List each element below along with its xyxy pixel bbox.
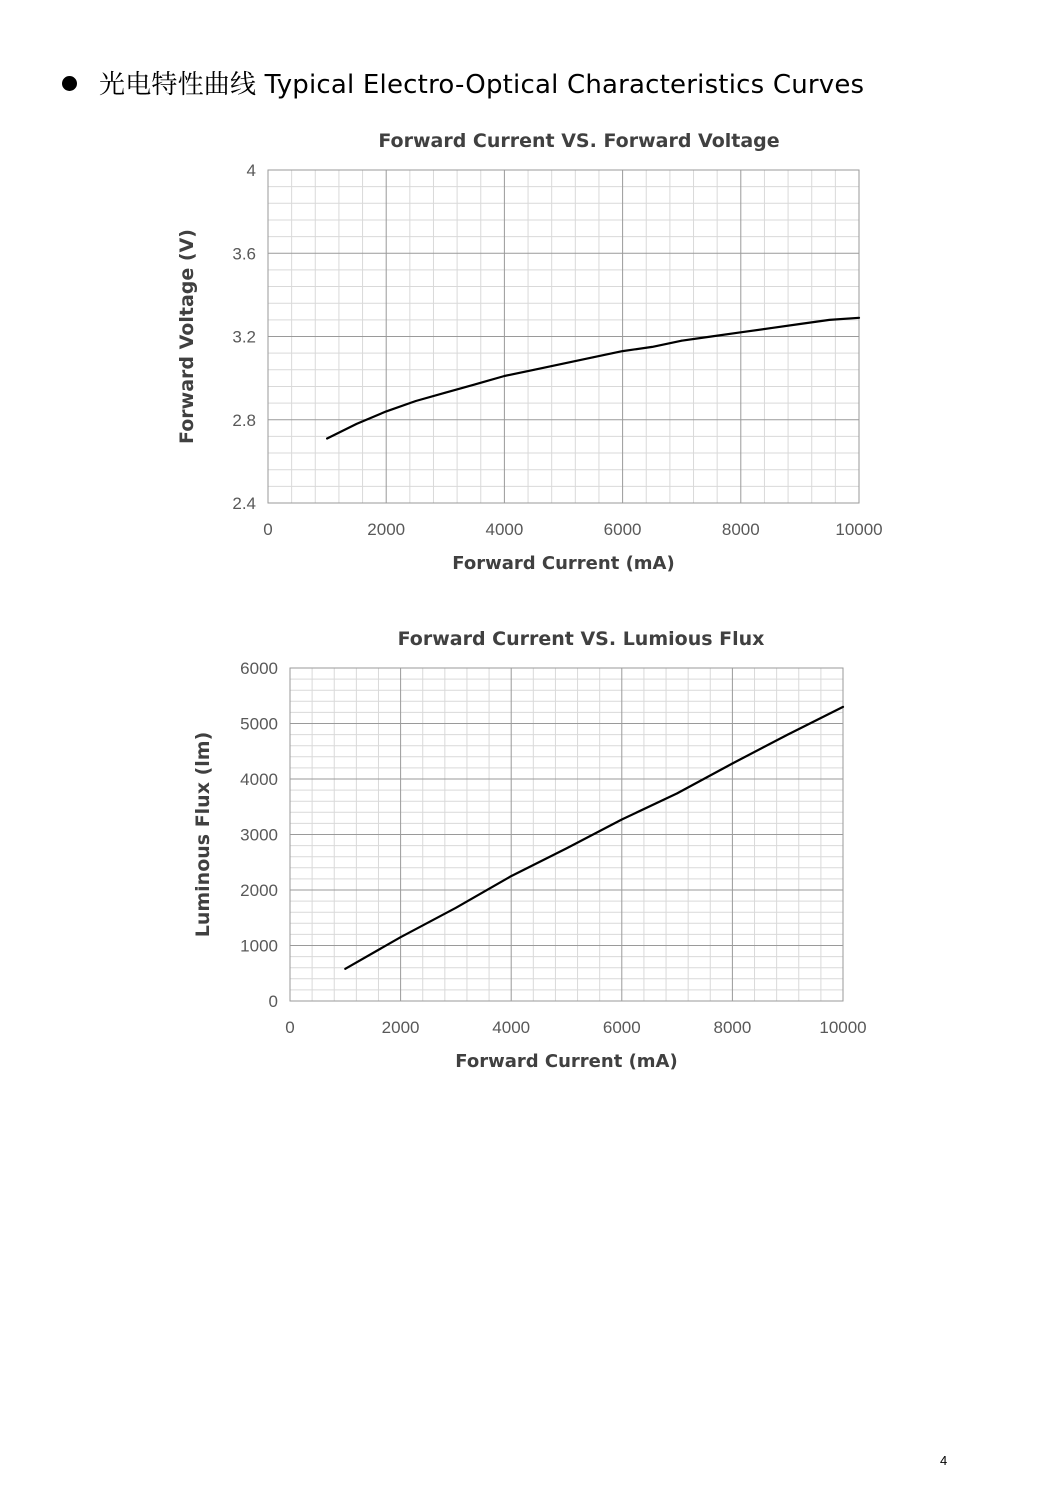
y-tick-label: 5000 <box>240 714 278 734</box>
y-tick-label: 0 <box>268 992 278 1011</box>
data-point <box>455 907 457 909</box>
data-point <box>676 793 678 795</box>
data-point <box>566 847 568 849</box>
y-tick-label: 4 <box>246 161 256 180</box>
data-point <box>400 936 402 938</box>
y-tick-label: 3000 <box>240 825 278 845</box>
x-tick-label: 8000 <box>713 1018 752 1037</box>
y-tick-label: 3.2 <box>232 327 256 347</box>
y-tick-label: 2.4 <box>232 494 256 513</box>
data-point <box>842 706 844 708</box>
x-tick-label: 4000 <box>485 520 524 539</box>
x-axis-label: Forward Current (mA) <box>452 553 675 574</box>
heading-text: 光电特性曲线 Typical Electro-Optical Characteristics Curves <box>99 70 865 100</box>
y-axis-label: Forward Voltage (V) <box>176 229 198 444</box>
y-tick-label: 4000 <box>240 770 278 789</box>
x-tick-label: 8000 <box>721 520 760 539</box>
y-tick-label: 2.8 <box>232 410 256 430</box>
chart-title: Forward Current VS. Forward Voltage <box>378 130 780 152</box>
x-axis-label: Forward Current (mA) <box>455 1051 678 1072</box>
x-tick-label: 0 <box>263 520 273 539</box>
data-point <box>732 763 734 765</box>
y-axis-label: Luminous Flux (lm) <box>192 731 214 938</box>
chart-title: Forward Current VS. Lumious Flux <box>397 628 765 650</box>
data-point <box>344 968 346 970</box>
x-tick-label: 6000 <box>603 520 642 539</box>
y-tick-label: 3.6 <box>232 244 256 264</box>
page-number: 4 <box>940 1453 948 1468</box>
y-tick-label: 6000 <box>240 659 278 678</box>
x-tick-label: 10000 <box>819 1018 867 1037</box>
x-tick-label: 4000 <box>492 1018 531 1037</box>
x-tick-label: 0 <box>285 1018 295 1037</box>
x-tick-label: 2000 <box>367 520 406 539</box>
x-tick-label: 10000 <box>835 520 883 539</box>
data-point <box>510 875 512 877</box>
data-point <box>621 819 623 821</box>
x-tick-label: 2000 <box>381 1018 420 1037</box>
x-tick-label: 6000 <box>602 1018 641 1037</box>
data-point <box>787 734 789 736</box>
y-tick-label: 1000 <box>240 936 278 956</box>
y-tick-label: 2000 <box>240 881 278 900</box>
